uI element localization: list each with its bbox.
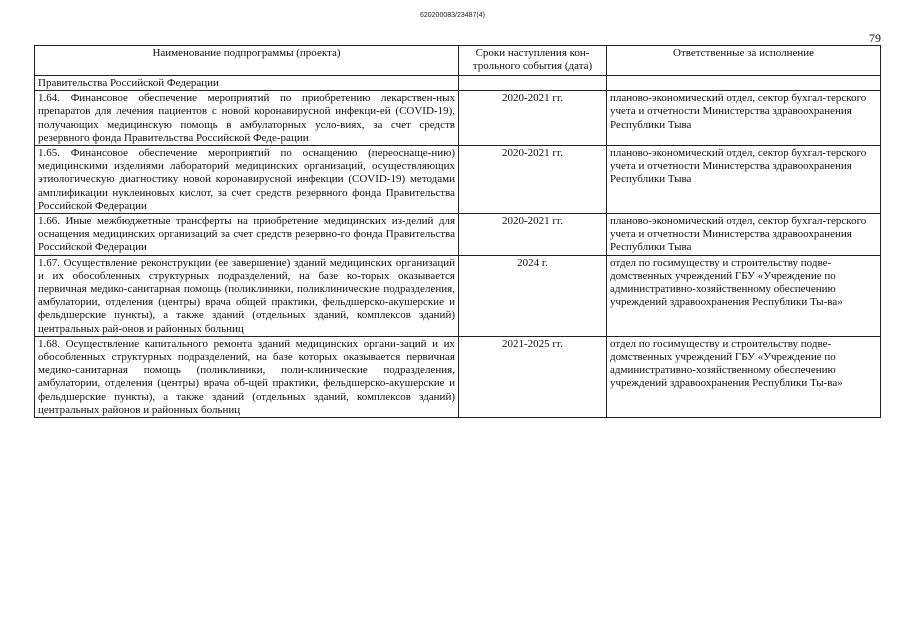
row-date: 2020-2021 гг.	[459, 214, 607, 256]
table-row	[35, 146, 881, 214]
row-responsible: планово-экономический отдел, сектор бухгал-терского учета и отчетности Министерства здравоохранения Республики Тыва	[607, 91, 881, 146]
table-row	[35, 255, 881, 336]
row-responsible: отдел по госимуществу и строительству подве-домственных учреждений ГБУ «Учреждение по административно-хозяйственному обеспечению учреждений здравоохранения Республики Ты-ва»	[607, 336, 881, 417]
column-header-name: Наименование подпрограммы (проекта)	[35, 46, 459, 76]
table-row	[35, 91, 881, 146]
row-date: 2020-2021 гг.	[459, 91, 607, 146]
row-name: 1.64. Финансовое обеспечение мероприятий по приобретению лекарствен-ных препаратов для лечения пациентов с новой коронавирусной инфекци-ей (COVID-19), получающих медицинскую помощь в амбулаторных усло-виях, за счет средств резервного фонда Правительства Российской Феде-рации	[35, 91, 459, 146]
row-responsible: отдел по госимуществу и строительству подве-домственных учреждений ГБУ «Учреждение по административно-хозяйственному обеспечению учреждений здравоохранения Республики Ты-ва»	[607, 255, 881, 336]
row-date: 2020-2021 гг.	[459, 146, 607, 214]
carryover-date-empty	[459, 76, 607, 91]
row-name: 1.68. Осуществление капитального ремонта зданий медицинских органи-заций и их обособленных структурных подразделений, на базе которых оказывается первичная медико-санитарная помощь (поликлиники, поли-клинические подразделения, амбулатории, отделения (центры) врача об-щей практики, фельдшерско-акушерские и фельдшерские пункты), а также зданий (отдельных зданий, комплексов зданий) центральных районов и районных больниц	[35, 336, 459, 417]
page-number: 79	[869, 31, 881, 45]
row-name: 1.65. Финансовое обеспечение мероприятий по оснащению (переоснаще-нию) медицинскими изделиями лабораторий медицинских организаций, осуществляющих этиологическую диагностику новой коронавирусной инфекции (COVID-19) методами амплификации нуклеиновых кислот, за счет средств резервного фонда Правительства Российской Федерации	[35, 146, 459, 214]
control-events-table	[34, 45, 881, 418]
document-id: 620200083/23487(4)	[419, 12, 485, 19]
column-header-responsible: Ответственные за исполнение	[607, 46, 881, 76]
carryover-responsible-empty	[607, 76, 881, 91]
row-date: 2024 г.	[459, 255, 607, 336]
row-name: 1.66. Иные межбюджетные трансферты на приобретение медицинских из-делий для оснащения медицинских организаций за счет средств резервно-го фонда Правительства Российской Федерации	[35, 214, 459, 256]
table-header-row	[35, 46, 881, 76]
row-responsible: планово-экономический отдел, сектор бухгал-терского учета и отчетности Министерства здравоохранения Республики Тыва	[607, 146, 881, 214]
table-row-carryover	[35, 76, 881, 91]
row-name: 1.67. Осуществление реконструкции (ее завершение) зданий медицинских организаций и их обособленных структурных подразделений, на базе ко-торых оказывается первичная медико-санитарная помощь (поликлиники, поликлинические подразделения, амбулатории, отделения (центры) врача общей практики, фельдшерско-акушерские и фельдшерские пункты), а также зданий (отдельных зданий, комплексов зданий) центральных рай-онов и районных больниц	[35, 255, 459, 336]
table-row	[35, 214, 881, 256]
row-date: 2021-2025 гг.	[459, 336, 607, 417]
carryover-text: Правительства Российской Федерации	[35, 76, 459, 91]
column-header-date: Сроки наступления кон-трольного события (дата)	[459, 46, 607, 76]
table-row	[35, 336, 881, 417]
row-responsible: планово-экономический отдел, сектор бухгал-терского учета и отчетности Министерства здравоохранения Республики Тыва	[607, 214, 881, 256]
